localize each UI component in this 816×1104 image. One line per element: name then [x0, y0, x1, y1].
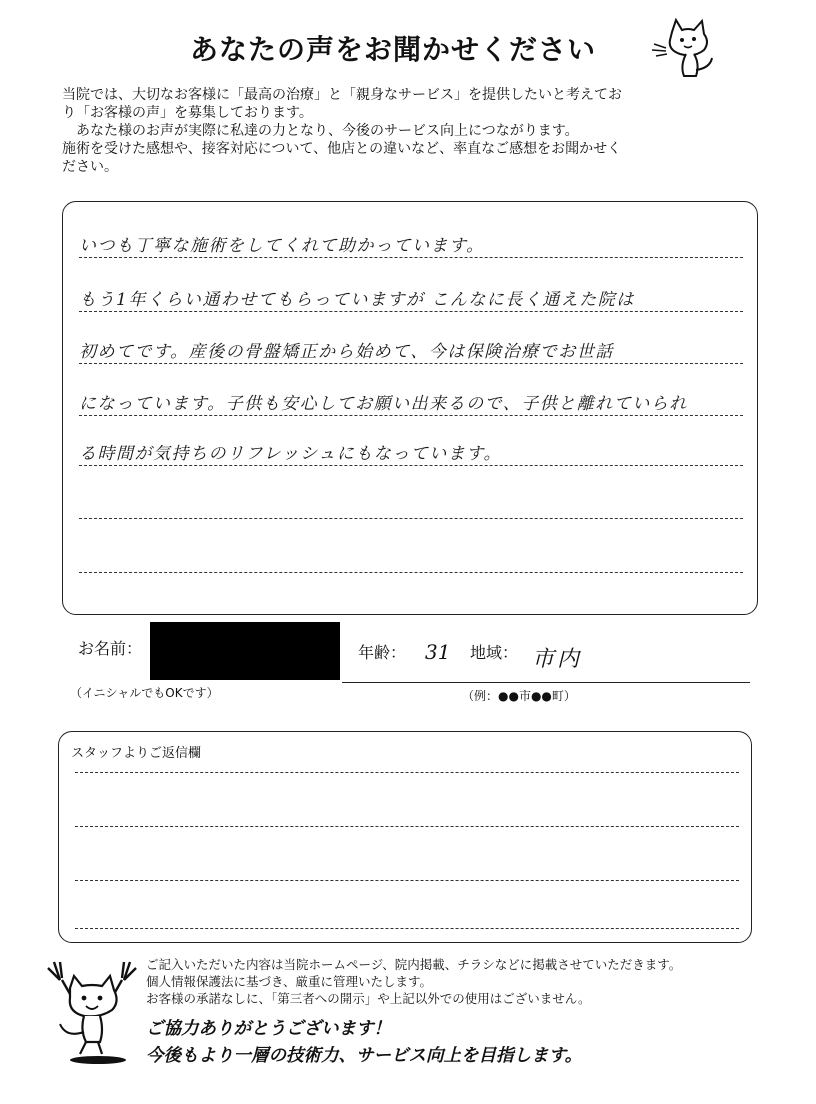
- blank-line: [75, 826, 739, 827]
- thanks-line: ご協力ありがとうございます！: [146, 1019, 391, 1039]
- name-label: お名前：: [78, 639, 143, 658]
- blank-line: [79, 572, 743, 573]
- customer-voice-box: [62, 201, 758, 615]
- waving-cat-icon: [40, 958, 144, 1066]
- name-redaction: [150, 622, 340, 680]
- handwritten-line: る時間が気持ちのリフレッシュにもなっています。: [79, 442, 743, 466]
- form-divider: [342, 682, 750, 683]
- region-hint: （例：●●市●●町）: [462, 689, 576, 703]
- blank-line: [75, 928, 739, 929]
- name-hint: （イニシャルでもOKです）: [70, 686, 219, 700]
- handwritten-line: になっています。子供も安心してお願い出来るので、子供と離れていられ: [79, 392, 743, 416]
- region-label: 地域：: [470, 643, 519, 662]
- blank-line: [79, 518, 743, 519]
- age-value: 31: [425, 640, 451, 664]
- handwritten-line: いつも丁寧な施術をしてくれて助かっています。: [79, 234, 743, 258]
- notice-line: お客様の承諾なしに、「第三者への開示」や上記以外での使用はございません。: [146, 991, 591, 1006]
- region-value: 市内: [532, 647, 583, 672]
- intro-line: ださい。: [62, 159, 118, 175]
- cat-mascot-icon: [650, 18, 720, 80]
- privacy-notice: [146, 956, 796, 1007]
- age-label: 年齢：: [358, 643, 407, 662]
- intro-text: [62, 86, 762, 176]
- notice-line: ご記入いただいた内容は当院ホームページ、院内掲載、チラシなどに掲載させていただきます。: [146, 957, 682, 972]
- staff-reply-box: [58, 731, 752, 943]
- blank-line: [75, 772, 739, 773]
- reply-label: スタッフよりご返信欄: [71, 746, 202, 761]
- handwritten-line: もう1年くらい通わせてもらっていますが こんなに長く通えた院は: [79, 288, 743, 312]
- notice-line: 個人情報保護法に基づき、厳重に管理いたします。: [146, 974, 433, 989]
- thank-you-message: [146, 1016, 706, 1070]
- handwritten-line: 初めてです。産後の骨盤矯正から始めて、今は保険治療でお世話: [79, 340, 743, 364]
- intro-line: 施術を受けた感想や、接客対応について、他店との違いなど、率直なご感想をお聞かせく: [62, 141, 622, 157]
- thanks-line: 今後もより一層の技術力、サービス向上を目指します。: [146, 1046, 583, 1066]
- intro-line: あなた様のお声が実際に私達の力となり、今後のサービス向上につながります。: [76, 123, 579, 139]
- page-title: あなたの声をお聞かせください: [190, 33, 597, 66]
- intro-line: 当院では、大切なお客様に「最高の治療」と「親身なサービス」を提供したいと考えてお: [62, 87, 622, 103]
- intro-line: り「お客様の声」を募集しております。: [62, 105, 313, 121]
- blank-line: [75, 880, 739, 881]
